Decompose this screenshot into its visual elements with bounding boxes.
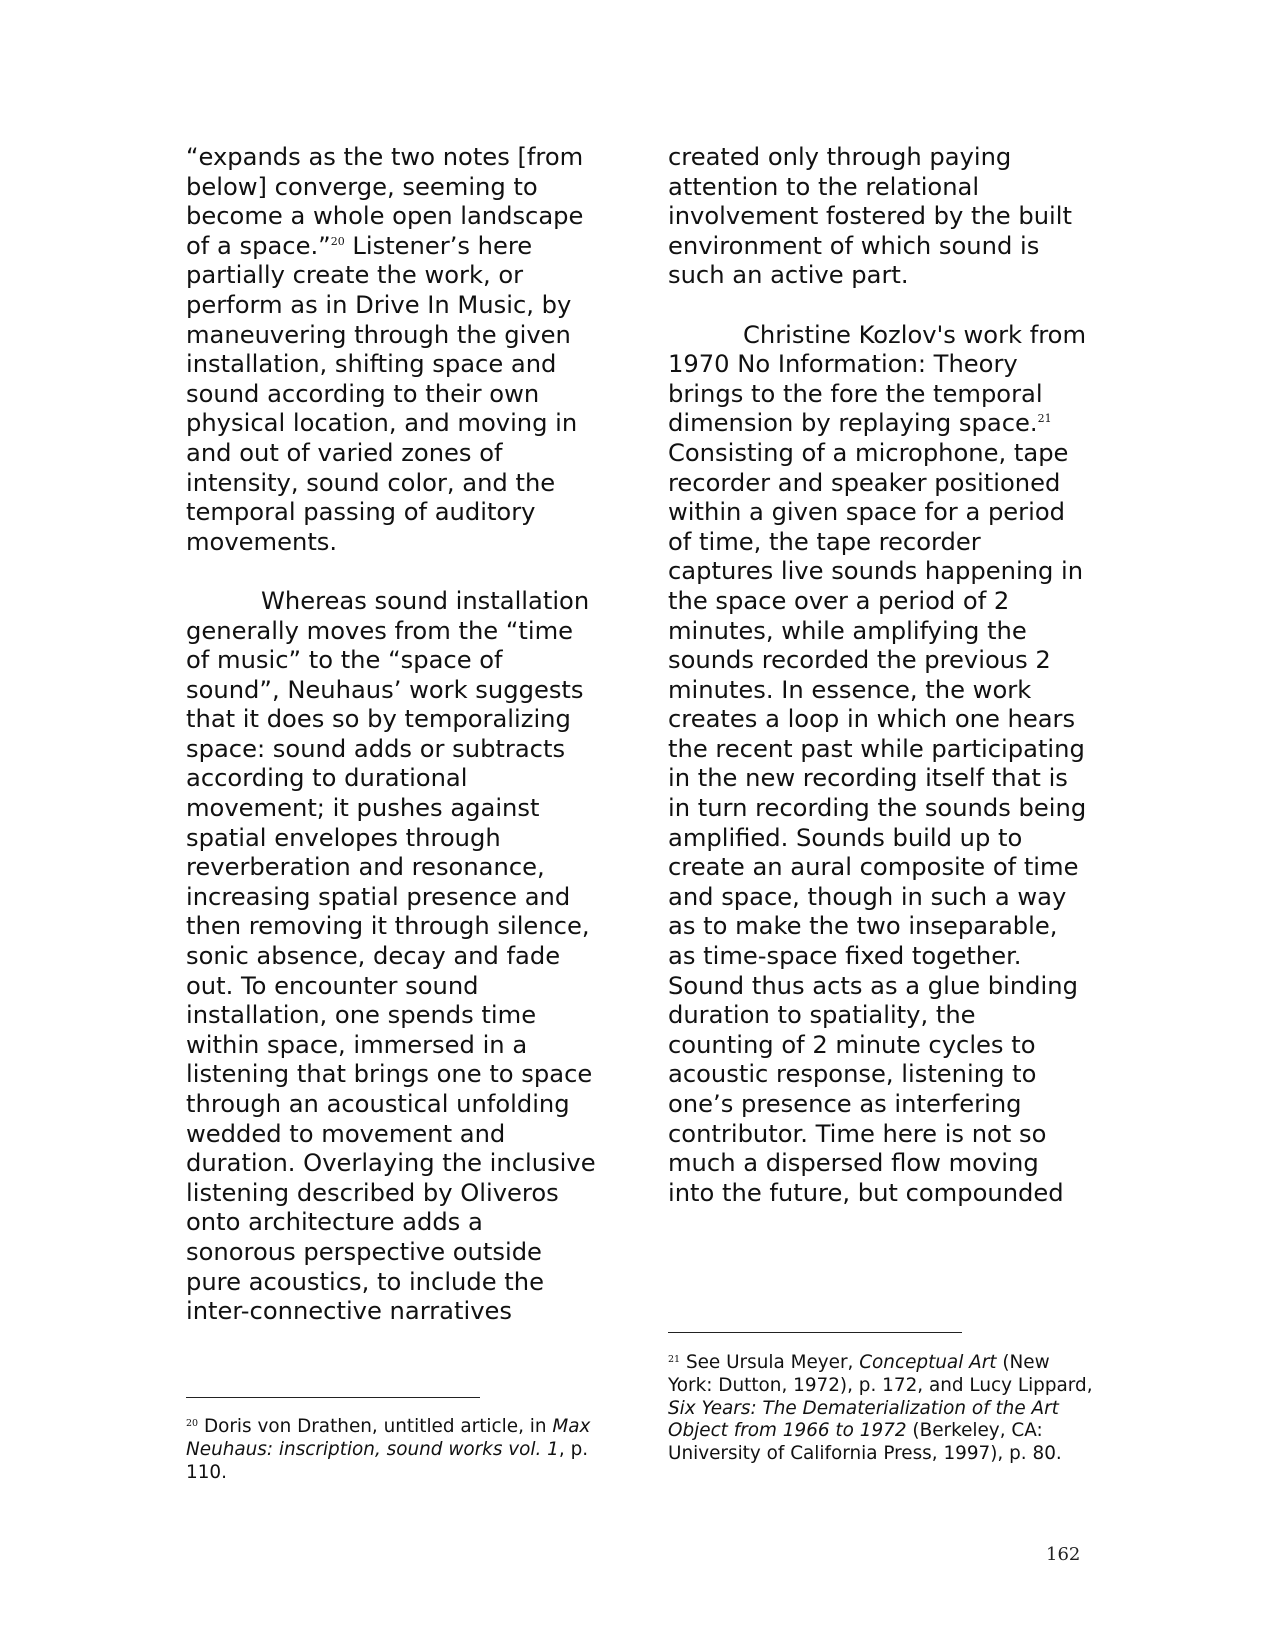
footnote-ref-20[interactable]: 20 bbox=[330, 234, 345, 248]
left-paragraph-1 bbox=[186, 143, 596, 557]
right-paragraph-2 bbox=[668, 321, 1088, 1209]
right-column bbox=[668, 143, 1088, 1208]
footnote-number-21: 21 bbox=[668, 1354, 681, 1365]
left-paragraph-1-rest: Listener’s here partially create the work, or perform as in Drive In Music, by maneuvering through the given installation, shifting space and sound according to their own physical location, and moving in and out of varied zones of intensity, sound color, and the temporal passing of auditory movements. bbox=[186, 231, 578, 556]
footnote-21-title-1: Conceptual Art bbox=[859, 1352, 997, 1373]
footnote-21 bbox=[668, 1352, 1098, 1466]
footnote-20-text: Doris von Drathen, untitled article, in bbox=[198, 1416, 553, 1437]
left-column bbox=[186, 143, 596, 1327]
footnote-20-title: Max Neuhaus: inscription, sound works vol. 1 bbox=[186, 1416, 591, 1460]
footnote-divider-left bbox=[186, 1397, 480, 1398]
footnote-21-text: See Ursula Meyer, bbox=[680, 1352, 860, 1373]
footnote-number-20: 20 bbox=[186, 1418, 199, 1429]
right-paragraph-2-rest: Consisting of a microphone, tape recorder and speaker positioned within a given space for a period of time, the tape recorder captures live sounds happening in the space over a period of 2 minutes, while amplifying the sounds recorded the previous 2 minutes. In essence, the work creates a loop in which one hears the recent past while participating in the new recording itself that is in turn recording the sounds being amplified. Sounds build up to create an aural composite of time and space, though in such a way as to make the two inseparable, as time-space fixed together. Sound thus acts as a glue binding duration to spatiality, the counting of 2 minute cycles to acoustic response, listening to one’s presence as interfering contributor. Time here is not so much a dispersed flow moving into the future, but compounded bbox=[668, 438, 1087, 1207]
footnote-21-title-2: Six Years: The Dematerialization of the Art Object from 1966 to 1972 bbox=[668, 1397, 1059, 1442]
footnote-20-page: , p. 110. bbox=[186, 1438, 589, 1483]
footnote-divider-right bbox=[668, 1332, 962, 1333]
right-paragraph-1: created only through paying attention to the relational involvement fostered by the built environment of which sound is such an active part. bbox=[668, 143, 1072, 290]
footnote-21-publisher: (Berkeley, CA: University of California Press, 1997), p. 80. bbox=[668, 1420, 1062, 1465]
right-paragraph-2-text: Christine Kozlov's work from 1970 No Information: Theory brings to the fore the temporal dimension by replaying space. bbox=[668, 320, 1087, 438]
footnote-20 bbox=[186, 1416, 616, 1484]
page-number: 162 bbox=[1046, 1544, 1081, 1565]
footnote-ref-21[interactable]: 21 bbox=[1037, 412, 1052, 426]
footnote-21-mid: (New York: Dutton, 1972), p. 172, and Lucy Lippard, bbox=[668, 1352, 1093, 1396]
left-paragraph-2: Whereas sound installation generally moves from the “time of music” to the “space of sound”, Neuhaus’ work suggests that it does so by temporalizing space: sound adds or subtracts according to durational movement; it pushes against spatial envelopes through reverberation and resonance, increasing spatial presence and then removing it through silence, sonic absence, decay and fade out. To encounter sound installation, one spends time within space, immersed in a listening that brings one to space through an acoustical unfolding wedded to movement and duration. Overlaying the inclusive listening described by Oliveros onto architecture adds a sonorous perspective outside pure acoustics, to include the inter-connective narratives bbox=[186, 586, 596, 1326]
left-paragraph-1-text: “expands as the two notes [from below] converge, seeming to become a whole open landscape of a space.” bbox=[186, 143, 584, 260]
